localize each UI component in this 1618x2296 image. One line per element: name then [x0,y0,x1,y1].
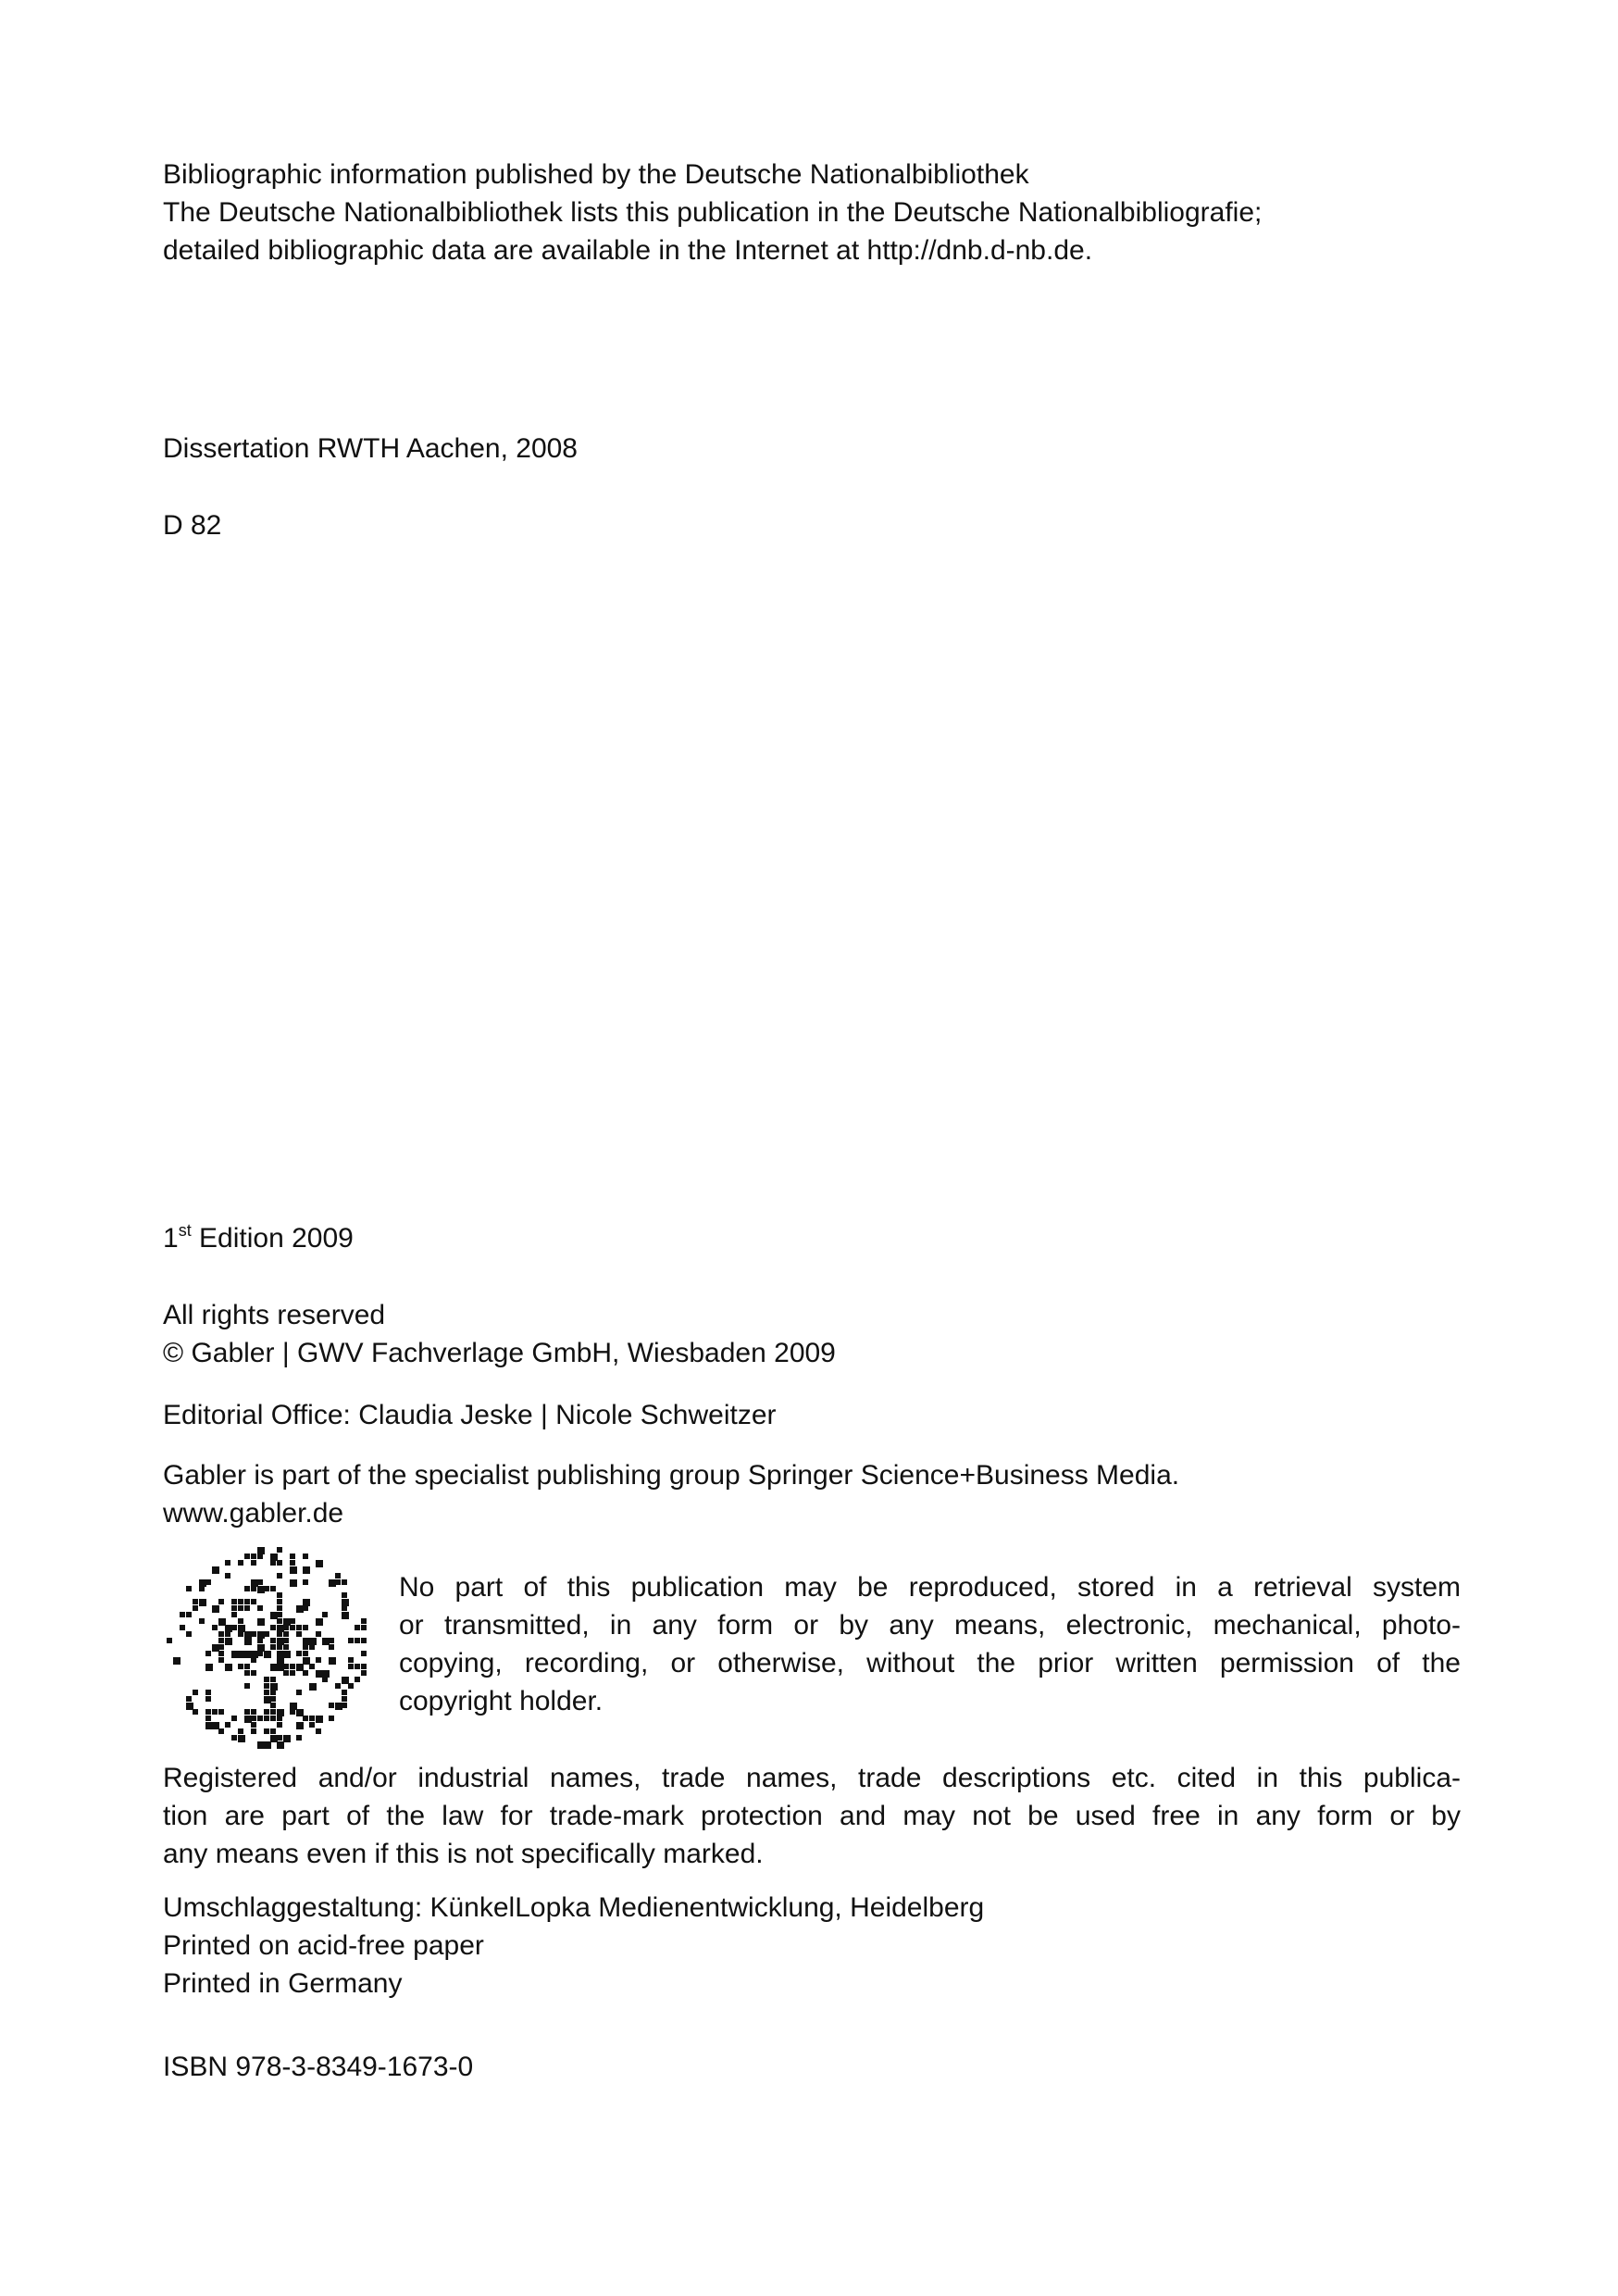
copyright-line: © Gabler | GWV Fachverlage GmbH, Wiesbaden 2009 [163,1338,836,1368]
publisher-url: www.gabler.de [163,1498,344,1529]
d-number-text: D 82 [163,510,222,541]
publisher-group-text: Gabler is part of the specialist publishing group Springer Science+Business Media. [163,1460,1180,1491]
bibliographic-heading: Bibliographic information published by the Deutsche Nationalbibliothek [163,159,1029,190]
notice-line: or transmitted, in any form or by any means, electronic, mechanical, photo- [399,1610,1461,1641]
rights [163,1296,836,1372]
d-number [163,506,221,544]
edition-label: Edition 2009 [191,1223,354,1254]
editorial-office [163,1396,777,1434]
trademark-line: Registered and/or industrial names, trade names, trade descriptions etc. cited in this publica- [163,1763,1461,1793]
production-info [163,1889,984,2003]
edition [163,1219,354,1257]
isbn [163,2048,473,2086]
dissertation-note [163,430,578,468]
isbn-text: ISBN 978-3-8349-1673-0 [163,2052,474,2082]
cover-design-credit: Umschlaggestaltung: KünkelLopka Medienentwicklung, Heidelberg [163,1892,985,1923]
dissertation-text: Dissertation RWTH Aachen, 2008 [163,433,578,464]
edition-number: 1 [163,1223,179,1254]
editorial-office-text: Editorial Office: Claudia Jeske | Nicole Schweitzer [163,1400,777,1430]
springer-dotted-tree-logo-icon [163,1537,368,1750]
notice-line: copying, recording, or otherwise, without the prior written permission of the [399,1648,1461,1678]
trademark-notice [163,1759,1461,1873]
edition-text [163,1219,354,1257]
bibliographic-url-note: detailed bibliographic data are available in the Internet at http://dnb.d-nb.de. [163,235,1093,266]
publisher-info [163,1456,1179,1532]
paper-note: Printed on acid-free paper [163,1930,484,1961]
printed-country: Printed in Germany [163,1968,403,1999]
trademark-line: any means even if this is not specifically marked. [163,1839,764,1869]
edition-ordinal: st [178,1221,192,1240]
reproduction-notice [399,1568,1461,1720]
rights-reserved: All rights reserved [163,1300,386,1330]
trademark-line: tion are part of the law for trade-mark protection and may not be used free in any form or by [163,1801,1461,1831]
bibliographic-listing: The Deutsche Nationalbibliothek lists this publication in the Deutsche Nationalbibliografie; [163,197,1263,228]
bibliographic-information [163,156,1262,269]
logo-graphic [163,1537,368,1750]
notice-line: copyright holder. [399,1686,604,1716]
notice-line: No part of this publication may be reproduced, stored in a retrieval system [399,1572,1461,1603]
